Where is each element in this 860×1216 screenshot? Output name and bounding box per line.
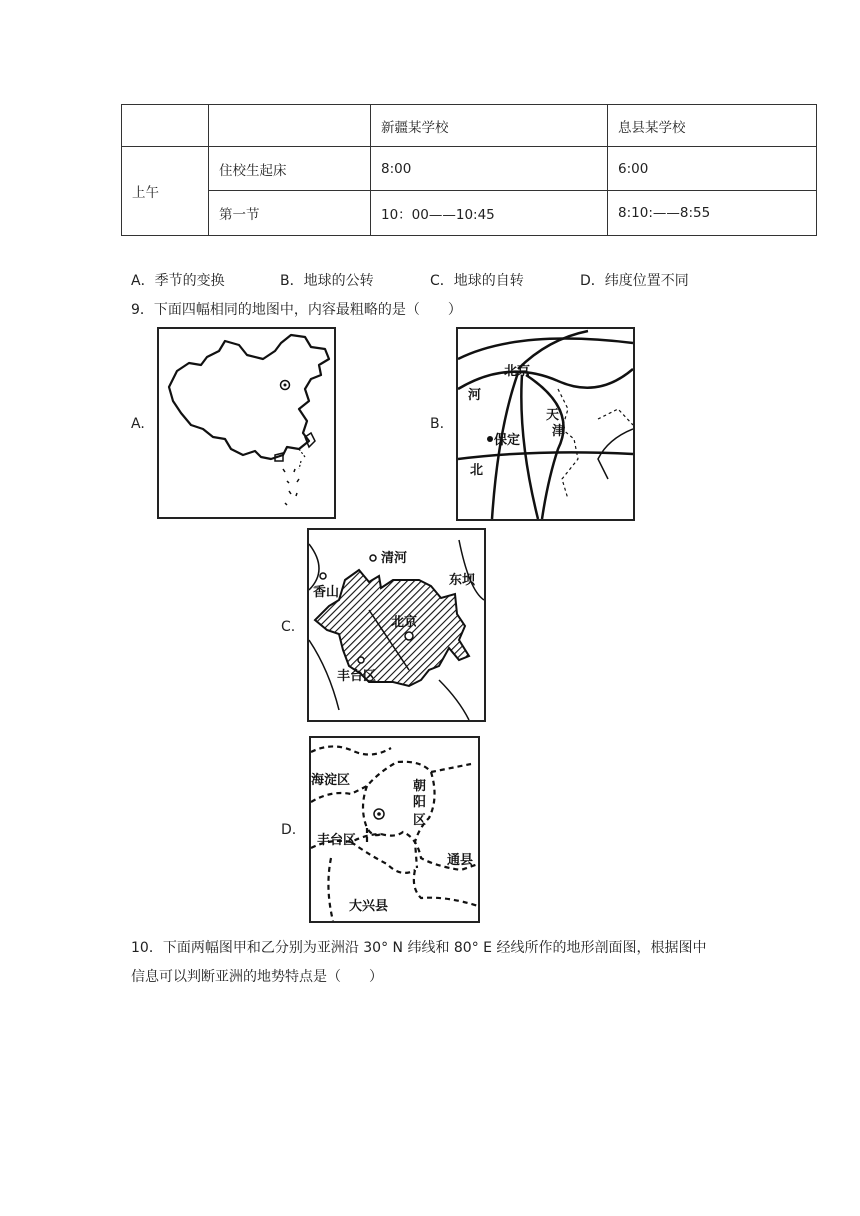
- map-d-label-fengtai: 丰台区: [317, 833, 357, 848]
- q10-stem-line1: 10．下面两幅图甲和乙分别为亚洲沿 30° N 纬线和 80° E 经线所作的地形剖面图，根据图中: [131, 940, 707, 956]
- header-cell-xixian: 息县某学校: [608, 105, 817, 147]
- map-c-beijing-urban[interactable]: [307, 528, 486, 722]
- map-d-drawing: [311, 738, 478, 921]
- row-label-first-period: 第一节: [209, 191, 371, 236]
- table-row: [122, 147, 817, 191]
- map-c-drawing: [309, 530, 484, 720]
- map-b-label-jin: 津: [552, 424, 566, 439]
- schedule-table: [121, 104, 817, 236]
- map-a-china[interactable]: [157, 327, 336, 519]
- header-cell-empty-1: [122, 105, 209, 147]
- map-d-label-tongxian: 通县: [447, 853, 474, 868]
- map-c-label-qinghe: 清河: [381, 551, 408, 566]
- map-b-drawing: [458, 329, 633, 519]
- map-b-label-he: 河: [468, 388, 482, 403]
- map-b-jingjin[interactable]: [456, 327, 635, 521]
- map-c-label-fengtai: 丰台区: [337, 669, 377, 684]
- map-d-beijing-districts[interactable]: [309, 736, 480, 923]
- cell-xixian-wakeup: 6:00: [608, 147, 817, 191]
- q9-option-c-label[interactable]: C.: [281, 619, 296, 635]
- q9-option-d-label[interactable]: D.: [281, 822, 297, 838]
- cell-xinjiang-first-period: 10：00——10:45: [371, 191, 608, 236]
- q8-options: [0, 270, 860, 290]
- map-b-label-beijing: 北京: [504, 364, 531, 379]
- q9-option-a-label[interactable]: A.: [131, 416, 145, 432]
- map-c-label-dongba: 东坝: [449, 573, 476, 588]
- map-d-label-daxing: 大兴县: [349, 899, 389, 914]
- q8-option-d[interactable]: D．纬度位置不同: [580, 273, 689, 289]
- map-c-label-beijing: 北京: [391, 615, 418, 630]
- map-d-label-yang: 阳: [413, 795, 427, 810]
- map-a-drawing: [159, 329, 334, 517]
- map-d-label-qu: 区: [413, 813, 427, 828]
- q8-option-a[interactable]: A．季节的变换: [131, 273, 225, 289]
- map-b-label-baoding: 保定: [494, 433, 521, 448]
- q9-option-b-label[interactable]: B.: [430, 416, 445, 432]
- table-row: [122, 191, 817, 236]
- q8-option-c[interactable]: C．地球的自转: [430, 273, 524, 289]
- cell-xixian-first-period: 8:10:——8:55: [608, 191, 817, 236]
- map-d-label-chao: 朝: [413, 779, 427, 794]
- cell-xinjiang-wakeup: 8:00: [371, 147, 608, 191]
- q8-option-b[interactable]: B．地球的公转: [280, 273, 374, 289]
- map-c-label-xiangshan: 香山: [313, 585, 340, 600]
- group-label-morning: 上午: [122, 147, 209, 236]
- map-d-label-haidian: 海淀区: [311, 773, 351, 788]
- map-b-label-tian: 天: [546, 408, 560, 423]
- q9-stem: 9．下面四幅相同的地图中，内容最粗略的是（ ）: [131, 302, 462, 318]
- header-cell-empty-2: [209, 105, 371, 147]
- map-b-label-bei: 北: [470, 463, 484, 478]
- row-label-wakeup: 住校生起床: [209, 147, 371, 191]
- q10-stem-line2: 信息可以判断亚洲的地势特点是（ ）: [131, 969, 383, 985]
- header-cell-xinjiang: 新疆某学校: [371, 105, 608, 147]
- table-header-row: [122, 105, 817, 147]
